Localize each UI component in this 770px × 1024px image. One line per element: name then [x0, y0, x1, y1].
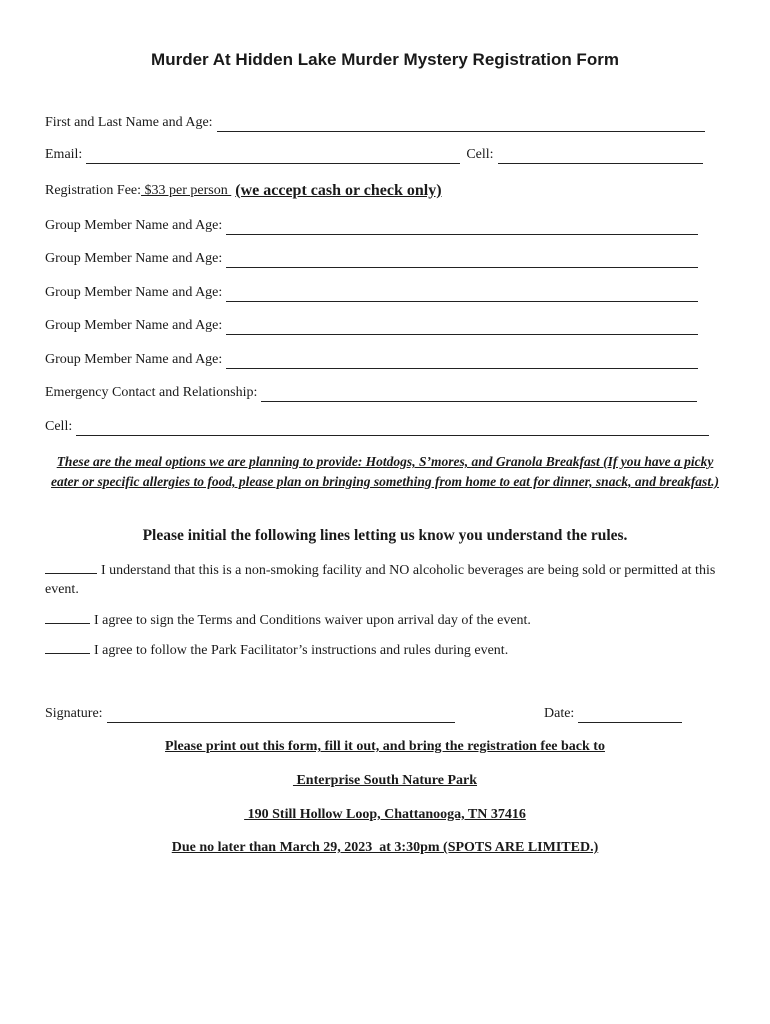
emergency-contact-row [45, 384, 697, 402]
signature-field[interactable] [107, 708, 455, 723]
group-member-label: Group Member Name and Age: [45, 318, 223, 333]
group-member-row [45, 250, 698, 268]
date-row [544, 705, 682, 723]
footer-park-text: Enterprise South Nature Park [292, 773, 478, 788]
meal-options-note: These are the meal options we are planning to provide: Hotdogs, S’mores, and Granola Breakfast (If you have a picky eater or specific allergies to food, please plan on bringing something from home to eat for dinner, snack, and breakfast.) [51, 454, 719, 489]
footer-instruction [0, 738, 770, 756]
initial-field[interactable] [45, 610, 90, 624]
name-age-row [45, 114, 705, 132]
group-member-field[interactable] [226, 253, 698, 268]
initial-field[interactable] [45, 640, 90, 654]
group-member-field[interactable] [226, 220, 698, 235]
email-field[interactable] [86, 149, 460, 164]
group-member-row [45, 284, 698, 302]
group-member-label: Group Member Name and Age: [45, 251, 223, 266]
emergency-contact-label: Emergency Contact and Relationship: [45, 385, 258, 400]
rule-text: I agree to sign the Terms and Conditions waiver upon arrival day of the event. [94, 613, 531, 628]
fee-payment-note: (we accept cash or check only) [235, 182, 442, 199]
group-member-field[interactable] [226, 320, 698, 335]
cell-label: Cell: [466, 147, 494, 162]
group-member-row [45, 317, 698, 335]
group-member-field[interactable] [226, 287, 698, 302]
date-field[interactable] [578, 708, 682, 723]
rules-heading: Please initial the following lines letting us know you understand the rules. [142, 527, 628, 544]
signature-label: Signature: [45, 706, 103, 721]
emergency-cell-label: Cell: [45, 419, 73, 434]
footer-instruction-text: Please print out this form, fill it out, and bring the registration fee back to [165, 739, 605, 754]
initial-field[interactable] [45, 560, 97, 574]
fee-label: Registration Fee: [45, 183, 142, 198]
group-member-row [45, 217, 698, 235]
rule-item [45, 560, 730, 599]
group-member-field[interactable] [226, 354, 698, 369]
group-member-label: Group Member Name and Age: [45, 218, 223, 233]
fee-amount: $33 per person [141, 183, 232, 198]
date-label: Date: [544, 706, 575, 721]
cell-field[interactable] [498, 149, 703, 164]
signature-row [45, 705, 455, 723]
group-member-label: Group Member Name and Age: [45, 285, 223, 300]
footer-park [0, 772, 770, 790]
rule-item [45, 610, 730, 630]
name-age-label: First and Last Name and Age: [45, 115, 213, 130]
fee-row [45, 182, 442, 200]
email-cell-row [45, 146, 703, 164]
rule-text: I agree to follow the Park Facilitator’s instructions and rules during event. [94, 643, 509, 658]
footer-address-text: 190 Still Hollow Loop, Chattanooga, TN 37416 [244, 807, 526, 822]
name-age-field[interactable] [217, 117, 705, 132]
emergency-contact-field[interactable] [261, 387, 697, 402]
emergency-cell-field[interactable] [76, 421, 709, 436]
rule-item [45, 640, 730, 660]
footer-deadline-text: Due no later than March 29, 2023 at 3:30pm (SPOTS ARE LIMITED.) [171, 840, 599, 855]
footer-deadline [0, 839, 770, 857]
group-member-label: Group Member Name and Age: [45, 352, 223, 367]
email-label: Email: [45, 147, 83, 162]
emergency-cell-row [45, 418, 709, 436]
form-title: Murder At Hidden Lake Murder Mystery Registration Form [151, 50, 619, 69]
footer-address [0, 806, 770, 824]
group-member-row [45, 351, 698, 369]
rule-text: I understand that this is a non-smoking facility and NO alcoholic beverages are being sold or permitted at this event. [45, 563, 716, 597]
